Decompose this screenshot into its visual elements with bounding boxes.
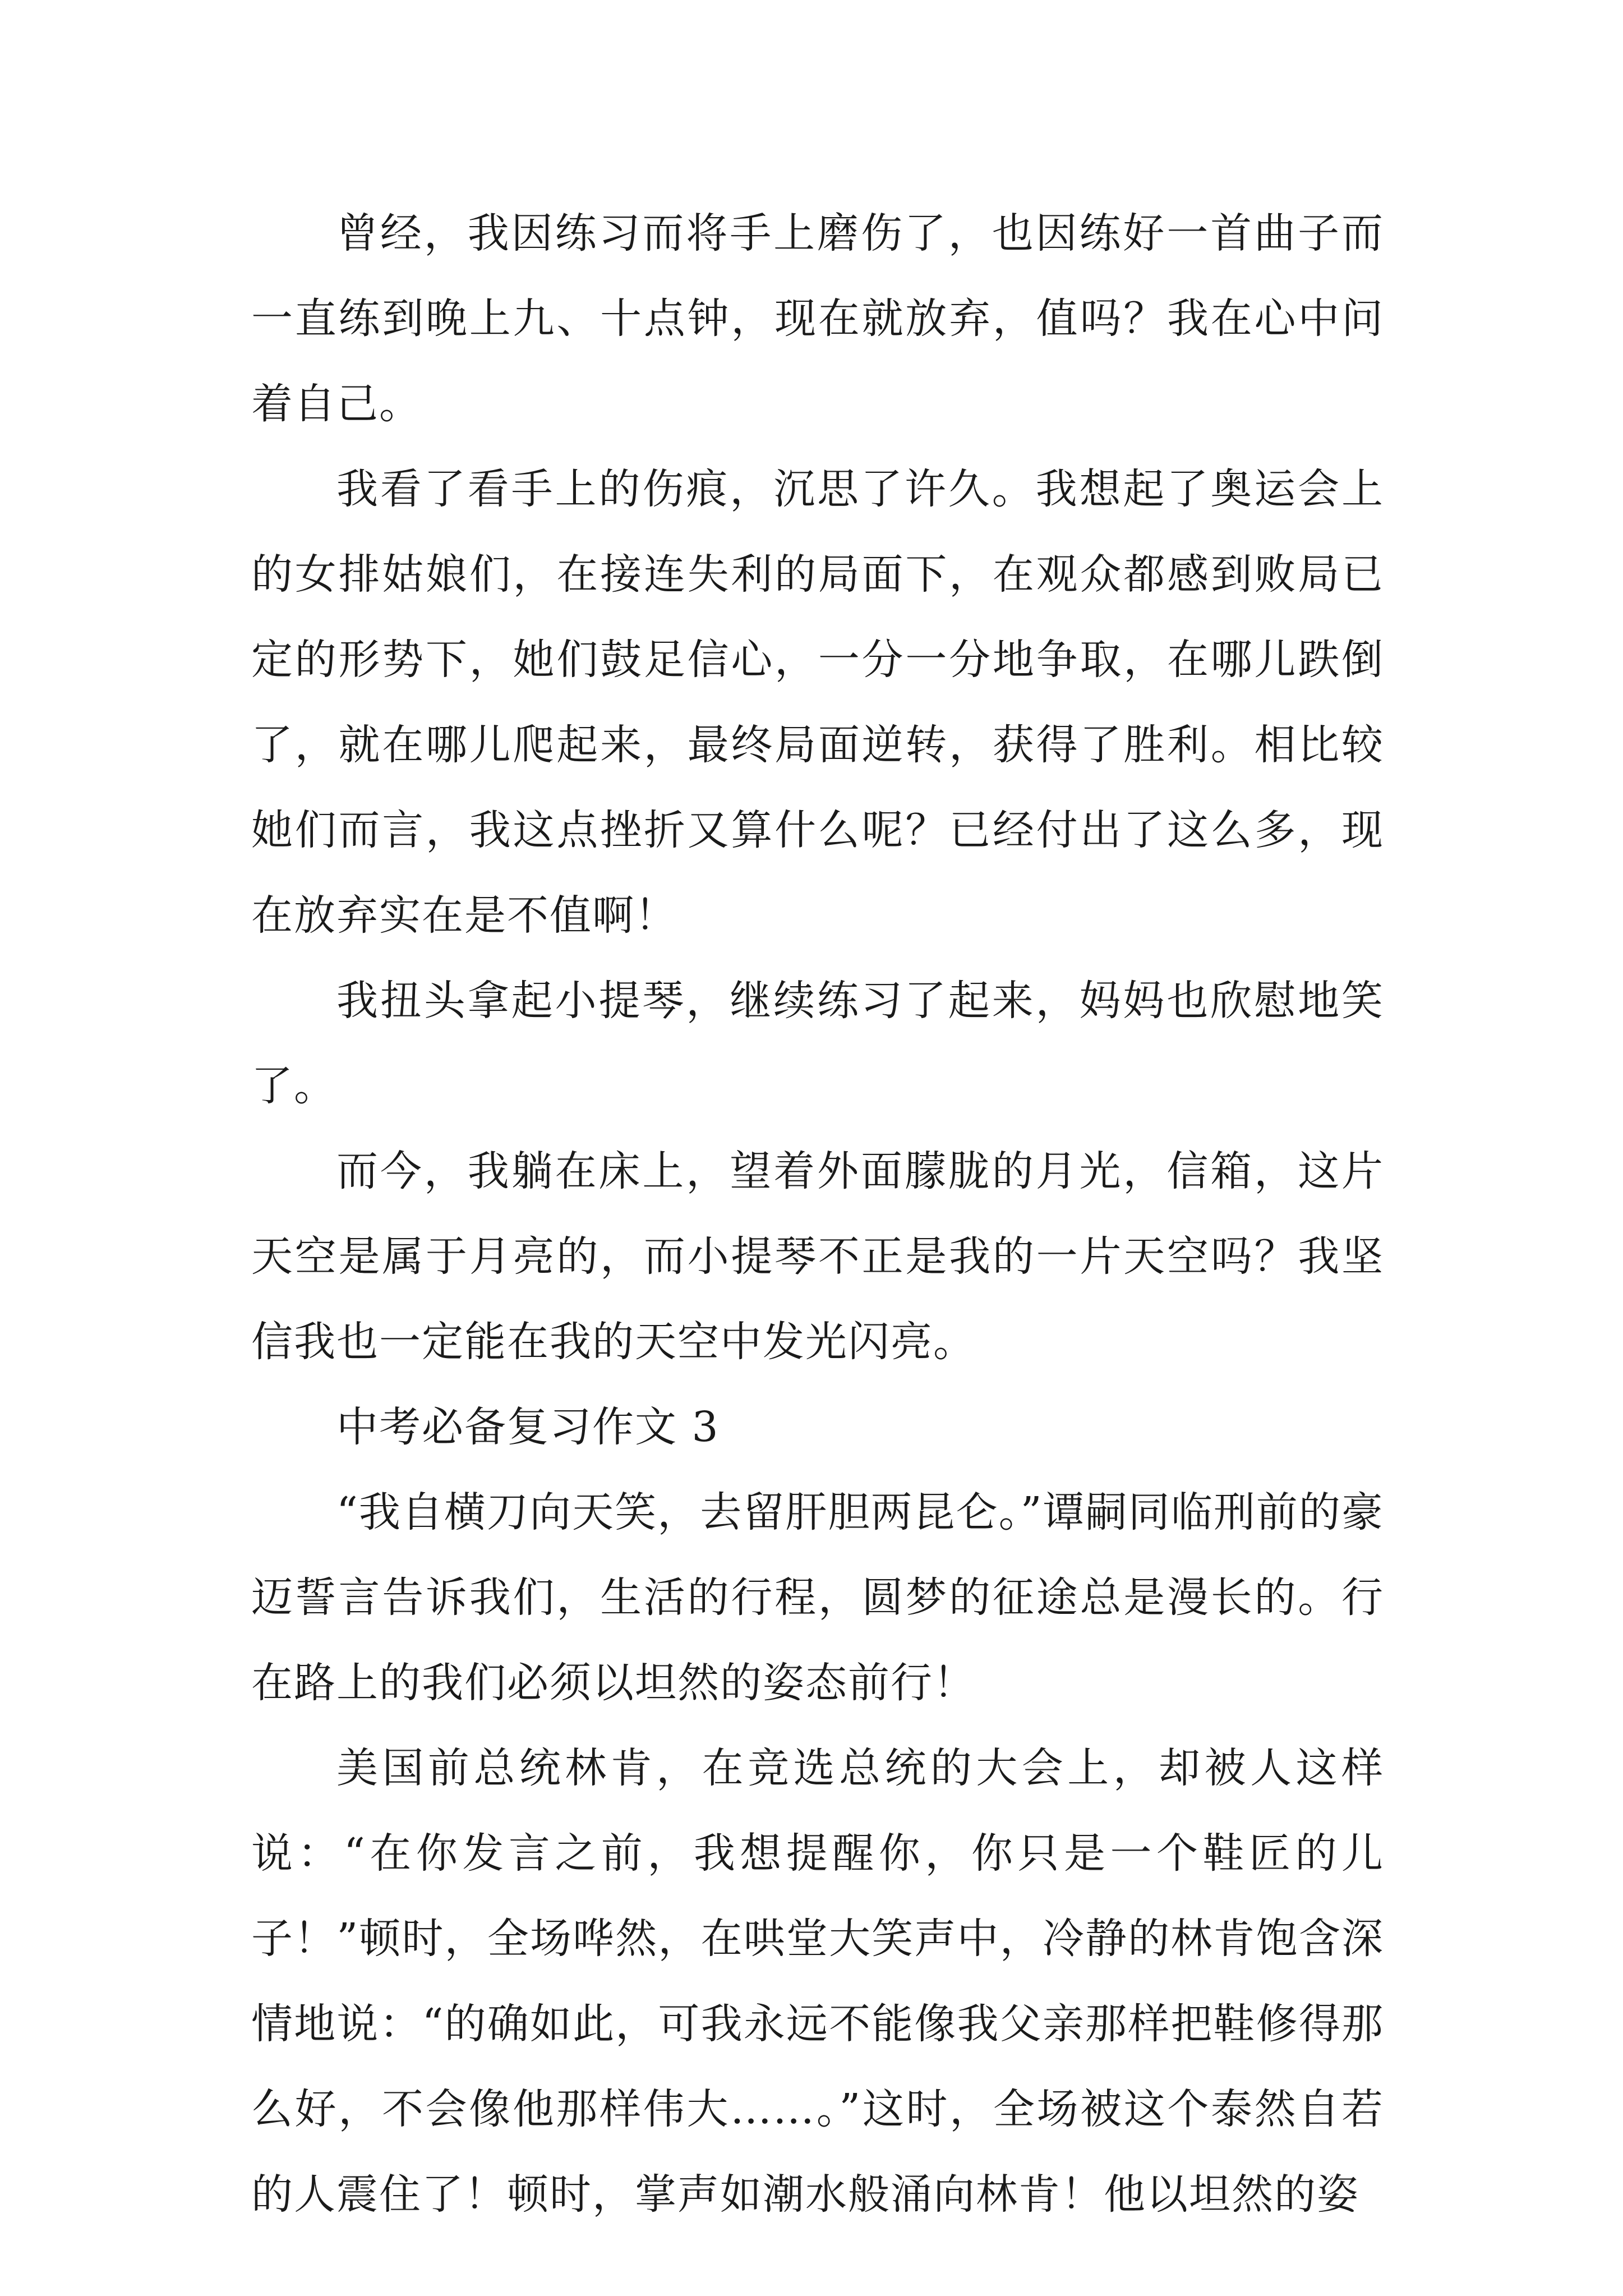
section-heading: 中考必备复习作文 3 <box>336 1403 720 1451</box>
paragraph: “我自横刀向天笑，去留肝胆两昆仑。”谭嗣同临刑前的豪迈誓言告诉我们，生活的行程，圆梦的征途总是漫长的。行在路上的我们必须以坦然的姿态前行！ <box>251 1488 1384 1707</box>
paragraph: 我扭头拿起小提琴，继续练习了起来，妈妈也欣慰地笑了。 <box>251 977 1384 1110</box>
paragraph: 美国前总统林肯，在竞选总统的大会上，却被人这样说：“在你发言之前，我想提醒你，你只是一个鞋匠的儿子！”顿时，全场哗然，在哄堂大笑声中，冷静的林肯饱含深情地说：“的确如此，可我永远不能像我父亲那样把鞋修得那么好，不会像他那样伟大……。”这时，全场被这个泰然自若的人震住了！顿时，掌声如潮水般涌向林肯！他以坦然的姿 <box>251 1744 1384 2219</box>
paragraph: 我看了看手上的伤痕，沉思了许久。我想起了奥运会上的女排姑娘们，在接连失利的局面下，在观众都感到败局已定的形势下，她们鼓足信心，一分一分地争取，在哪儿跌倒了，就在哪儿爬起来，最终局面逆转，获得了胜利。相比较她们而言，我这点挫折又算什么呢？已经付出了这么多，现在放弃实在是不值啊！ <box>251 465 1384 940</box>
document-body <box>251 191 1384 2237</box>
paragraph: 曾经，我因练习而将手上磨伤了，也因练好一首曲子而一直练到晚上九、十点钟，现在就放弃，值吗？我在心中问着自己。 <box>251 209 1384 428</box>
paragraph: 而今，我躺在床上，望着外面朦胧的月光，信箱，这片天空是属于月亮的，而小提琴不正是我的一片天空吗？我坚信我也一定能在我的天空中发光闪亮。 <box>251 1147 1384 1366</box>
